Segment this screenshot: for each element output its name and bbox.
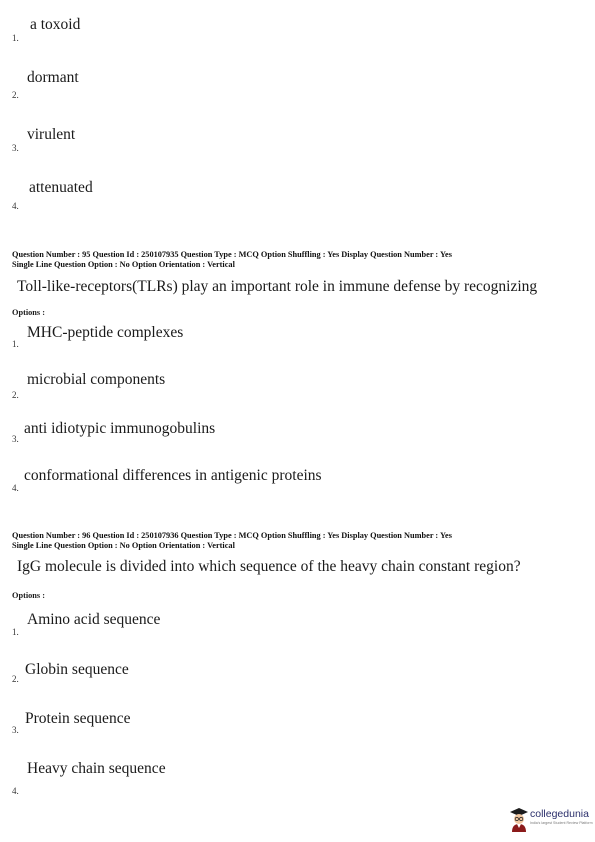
option-text: Protein sequence bbox=[25, 710, 131, 727]
option-text: anti idiotypic immunogobulins bbox=[24, 420, 216, 437]
option-number: 1. bbox=[12, 33, 19, 43]
option-text: attenuated bbox=[29, 179, 93, 196]
meta-line: Question Number : 95 Question Id : 250107935 Question Type : MCQ Option Shuffling : Yes Display Question Number : Yes bbox=[12, 250, 452, 259]
option-number: 1. bbox=[12, 339, 19, 349]
option-text: Heavy chain sequence bbox=[27, 760, 166, 777]
option-text: dormant bbox=[27, 69, 79, 86]
option-text: Amino acid sequence bbox=[27, 611, 161, 628]
option-number: 4. bbox=[12, 483, 19, 493]
question-95-meta bbox=[12, 250, 452, 269]
option-text: microbial components bbox=[27, 371, 166, 388]
option-text: conformational differences in antigenic proteins bbox=[24, 467, 322, 484]
student-mascot-icon bbox=[508, 806, 530, 832]
option-number: 3. bbox=[12, 725, 19, 735]
option-number: 3. bbox=[12, 434, 19, 444]
options-label: Options : bbox=[12, 591, 45, 600]
options-label: Options : bbox=[12, 308, 45, 317]
option-number: 4. bbox=[12, 786, 19, 796]
option-text: Globin sequence bbox=[25, 661, 129, 678]
meta-line: Single Line Question Option : No Option Orientation : Vertical bbox=[12, 540, 235, 550]
option-number: 4. bbox=[12, 201, 19, 211]
option-number: 3. bbox=[12, 143, 19, 153]
logo-tagline: India's largest Student Review Platform bbox=[530, 821, 593, 825]
question-95-text: Toll-like-receptors(TLRs) play an important role in immune defense by recognizing bbox=[17, 278, 538, 295]
option-text: MHC-peptide complexes bbox=[27, 324, 184, 341]
meta-line: Question Number : 96 Question Id : 250107936 Question Type : MCQ Option Shuffling : Yes Display Question Number : Yes bbox=[12, 531, 452, 540]
logo-wordmark: collegedunia bbox=[530, 808, 589, 820]
collegedunia-logo[interactable] bbox=[508, 805, 592, 833]
option-text: a toxoid bbox=[30, 16, 81, 33]
option-number: 2. bbox=[12, 390, 19, 400]
option-text: virulent bbox=[27, 126, 76, 143]
question-96-meta bbox=[12, 531, 452, 550]
meta-line: Single Line Question Option : No Option Orientation : Vertical bbox=[12, 259, 235, 269]
option-number: 2. bbox=[12, 90, 19, 100]
option-number: 1. bbox=[12, 627, 19, 637]
question-96-text: IgG molecule is divided into which sequence of the heavy chain constant region? bbox=[17, 558, 521, 575]
option-number: 2. bbox=[12, 674, 19, 684]
